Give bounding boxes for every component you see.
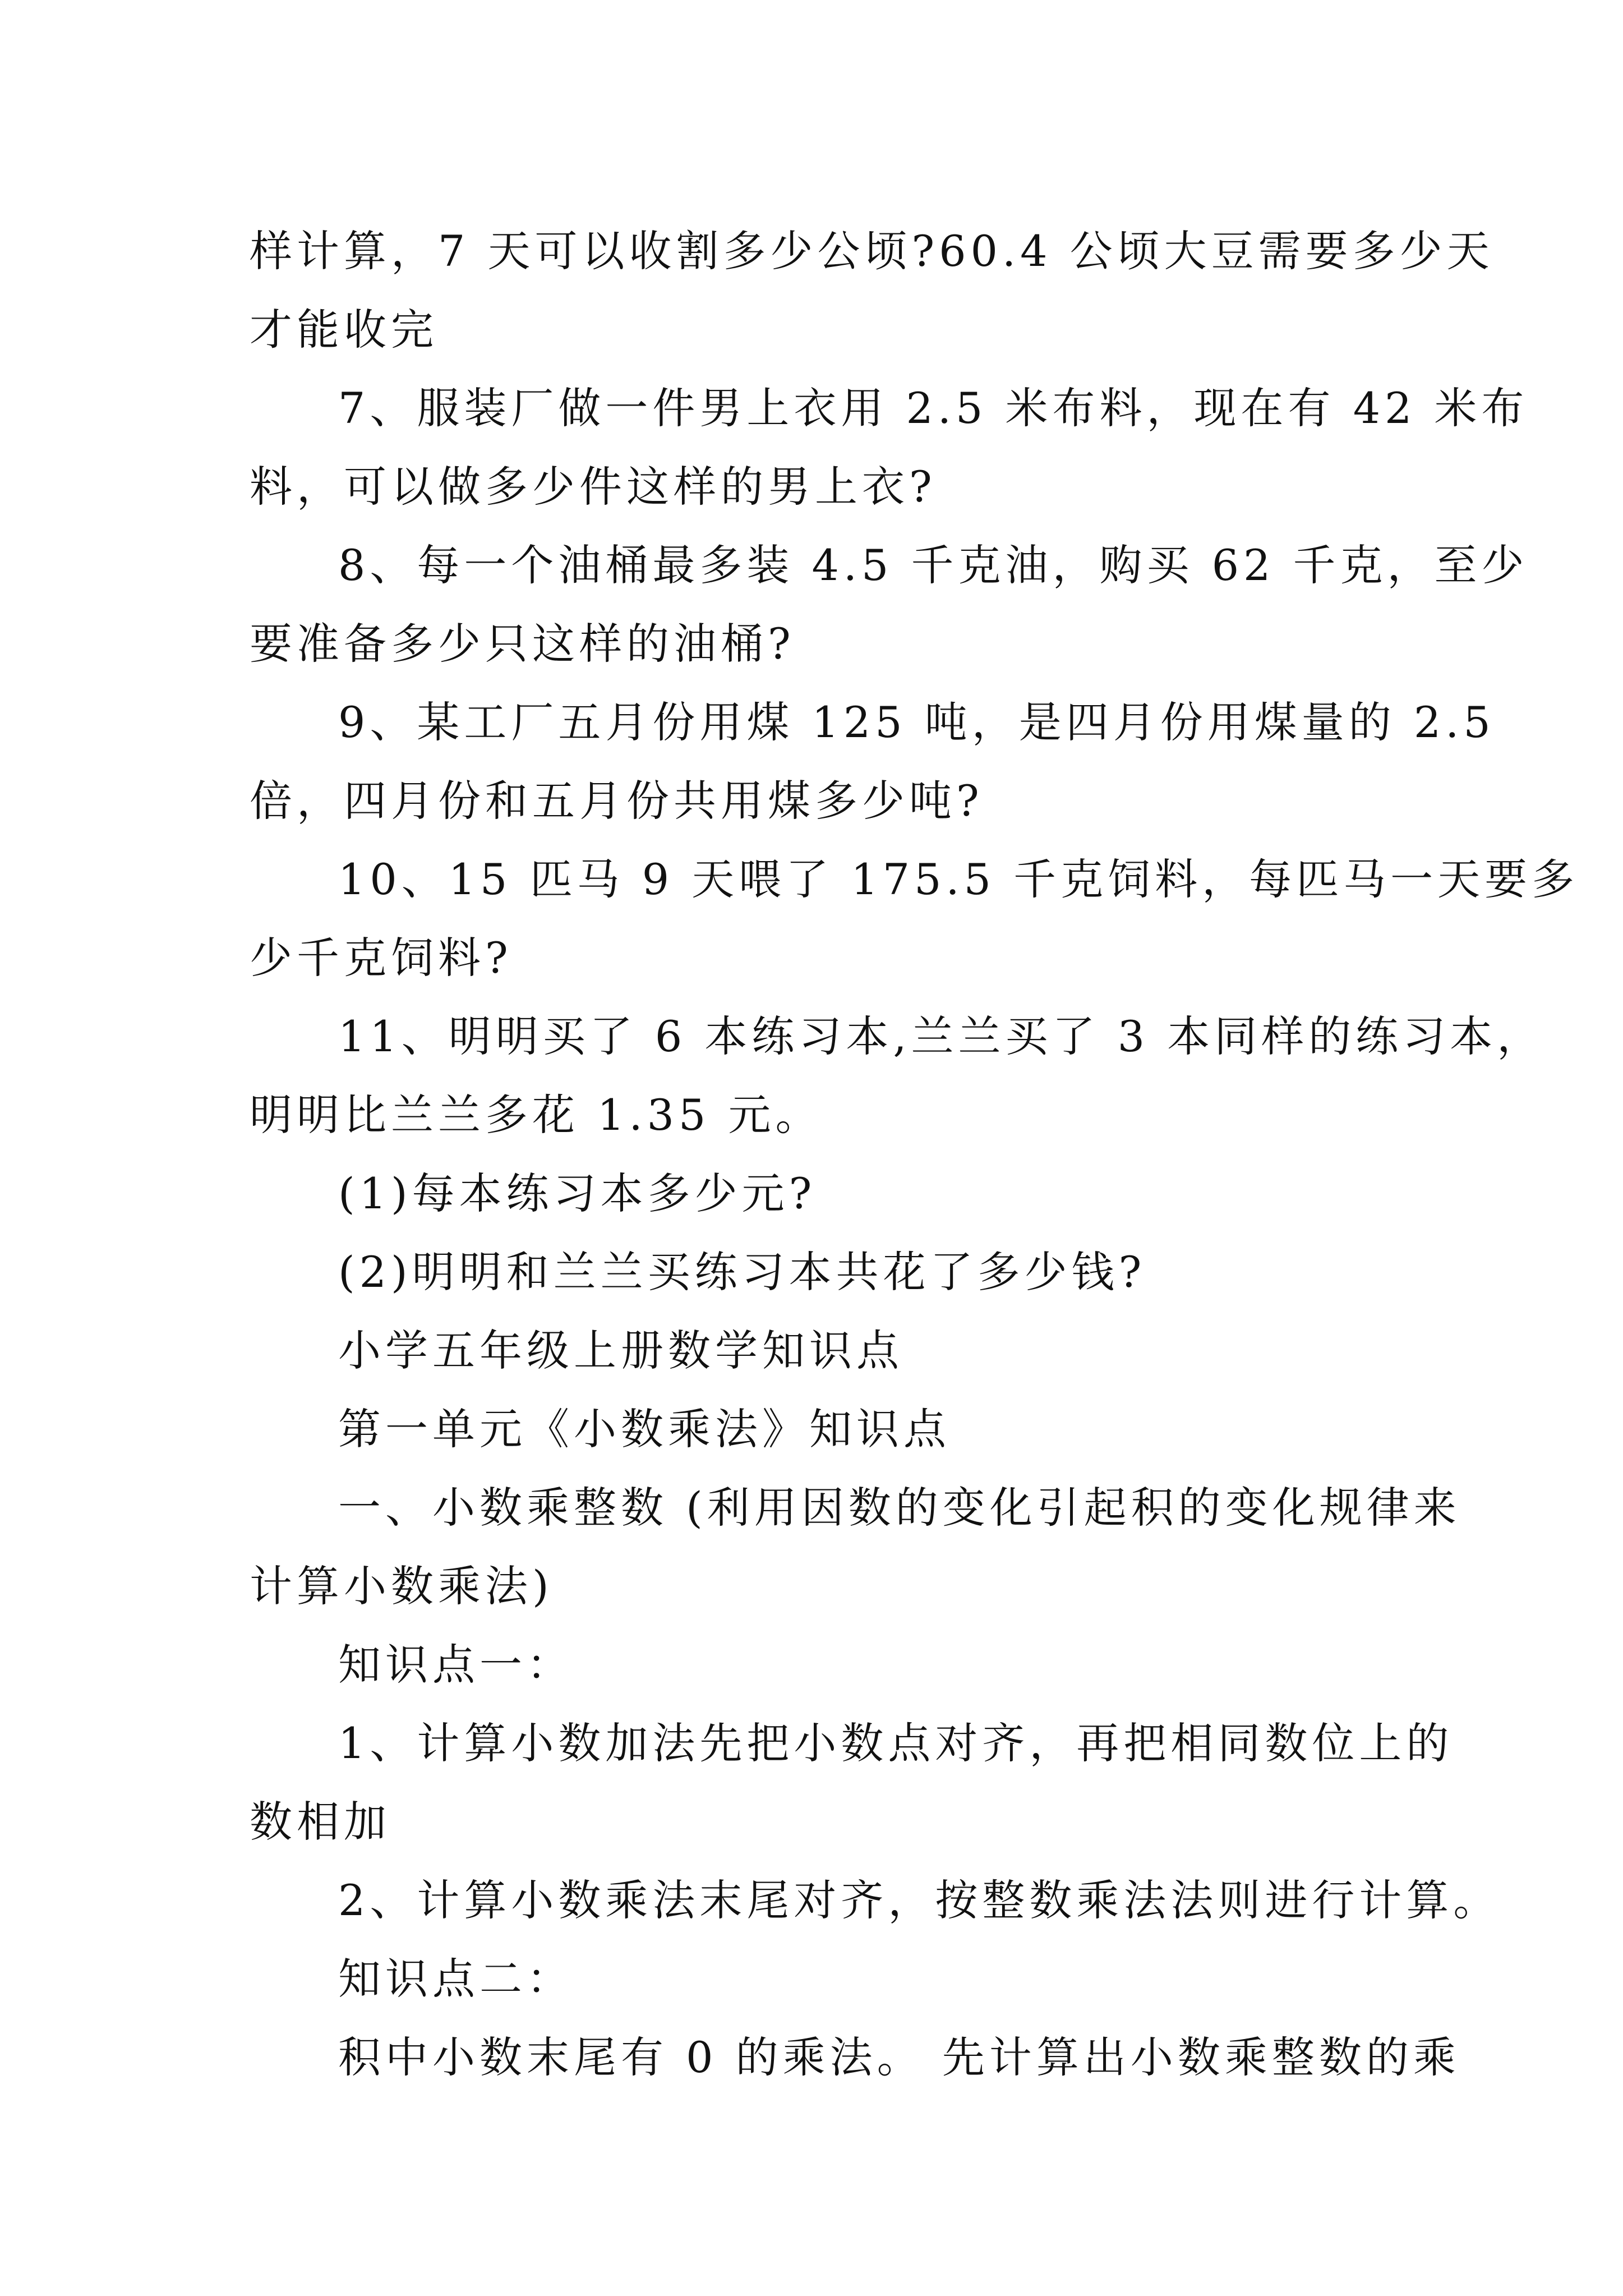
question-11-line-2: 明明比兰兰多花 1.35 元。 xyxy=(250,1090,823,1140)
rule-1-line-1: 1、计算小数加法先把小数点对齐，再把相同数位上的 xyxy=(338,1718,1454,1768)
question-9-line-1: 9、某工厂五月份用煤 125 吨，是四月份用煤量的 2.5 xyxy=(338,697,1495,747)
question-10-line-2: 少千克饲料? xyxy=(250,933,513,983)
knowledge-point-1-heading: 知识点一： xyxy=(338,1640,574,1690)
document-body xyxy=(250,212,1579,2097)
topic-heading-line-1: 一、小数乘整数 (利用因数的变化引起积的变化规律来 xyxy=(338,1483,1461,1533)
knowledge-point-2-heading: 知识点二： xyxy=(338,1954,574,2004)
rule-1-line-2: 数相加 xyxy=(250,1797,391,1847)
question-8-line-1: 8、每一个油桶最多装 4.5 千克油，购买 62 千克，至少 xyxy=(338,540,1529,590)
question-11-part-2: (2)明明和兰兰买练习本共花了多少钱? xyxy=(338,1247,1146,1297)
question-8-line-2: 要准备多少只这样的油桶? xyxy=(250,619,795,669)
question-11-part-1: (1)每本练习本多少元? xyxy=(338,1168,817,1218)
question-11-line-1: 11、明明买了 6 本练习本,兰兰买了 3 本同样的练习本， xyxy=(338,1011,1544,1061)
question-9-line-2: 倍，四月份和五月份共用煤多少吨? xyxy=(250,776,984,826)
section-title: 小学五年级上册数学知识点 xyxy=(338,1326,903,1375)
knowledge-point-2-text: 积中小数末尾有 0 的乘法。 先计算出小数乘整数的乘 xyxy=(338,2032,1460,2082)
unit-title: 第一单元《小数乘法》知识点 xyxy=(338,1404,951,1454)
topic-heading-line-2: 计算小数乘法) xyxy=(250,1561,554,1611)
question-7-line-2: 料，可以做多少件这样的男上衣? xyxy=(250,462,937,512)
question-10-line-1: 10、15 匹马 9 天喂了 175.5 千克饲料，每匹马一天要多 xyxy=(338,854,1579,904)
text-line-2: 才能收完 xyxy=(250,305,438,355)
question-7-line-1: 7、服装厂做一件男上衣用 2.5 米布料，现在有 42 米布 xyxy=(338,383,1529,433)
text-line-1: 样计算，7 天可以收割多少公顷?60.4 公顷大豆需要多少天 xyxy=(250,226,1494,276)
rule-2: 2、计算小数乘法末尾对齐，按整数乘法法则进行计算。 xyxy=(338,1875,1501,1925)
